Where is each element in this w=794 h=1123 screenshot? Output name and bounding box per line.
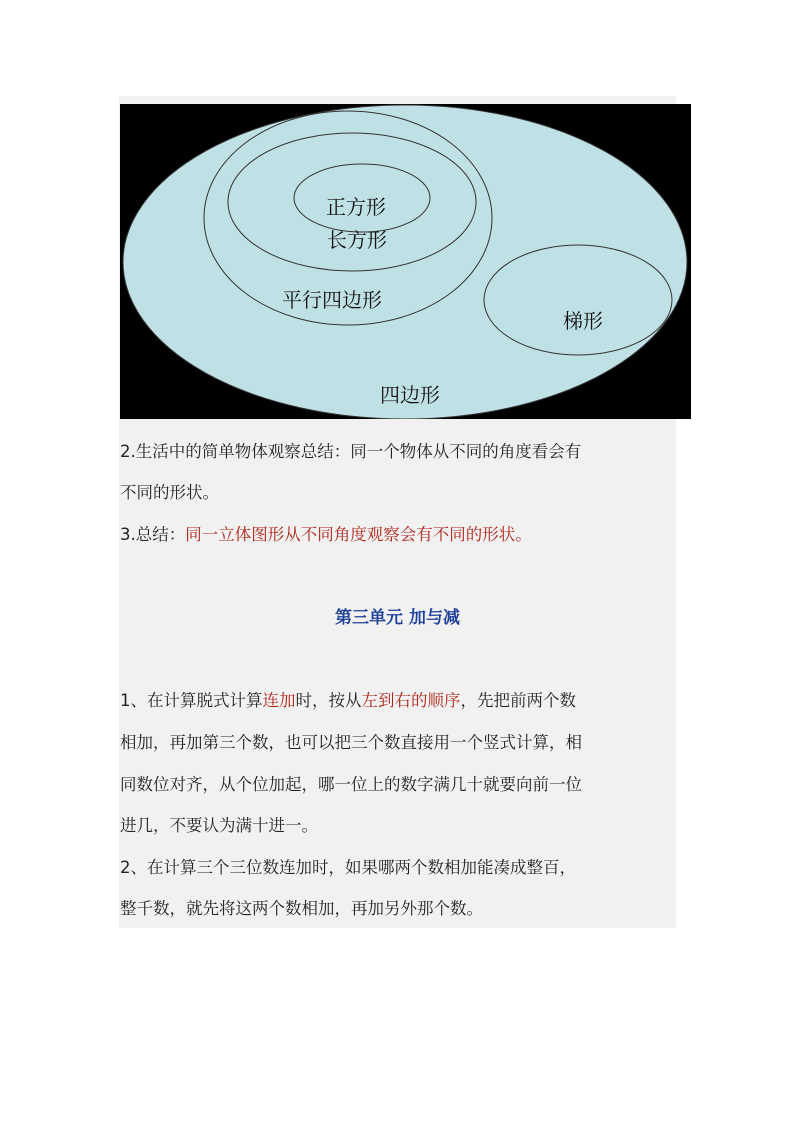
- square-label: 正方形: [326, 195, 386, 219]
- rule-2-line-1: 2、在计算三个三位数连加时，如果哪两个数相加能凑成整百，: [120, 858, 576, 877]
- paragraph-2-line-2: 不同的形状。: [120, 483, 219, 502]
- paragraph-3-prefix: 3.总结：: [120, 525, 186, 544]
- rectangle-label: 长方形: [327, 228, 387, 252]
- rule-1-text-b: 时，按从: [295, 691, 362, 710]
- rule-1-line-4: 进几，不要认为满十进一。: [120, 816, 318, 835]
- quadrilateral-venn-diagram: [120, 104, 691, 419]
- rule-1-line-3: 同数位对齐，从个位加起，哪一位上的数字满几十就要向前一位: [120, 775, 582, 794]
- rule-2-line-2: 整千数，就先将这两个数相加，再加另外那个数。: [120, 899, 483, 918]
- quadrilateral-label: 四边形: [380, 383, 440, 407]
- paragraph-3-highlight: 同一立体图形从不同角度观察会有不同的形状。: [185, 525, 532, 544]
- quadrilateral-ellipse: [123, 105, 687, 419]
- rule-1-line-2: 相加，再加第三个数，也可以把三个数直接用一个竖式计算，相: [120, 733, 582, 752]
- rule-1-highlight-order: 左到右的顺序: [361, 691, 461, 710]
- rule-1-text-a: 1、在计算脱式计算: [120, 691, 263, 710]
- paragraph-3: [120, 523, 680, 547]
- rule-1-line-1: [120, 689, 680, 713]
- parallelogram-label: 平行四边形: [282, 288, 382, 312]
- section-heading: 第三单元 加与减: [335, 608, 460, 628]
- trapezoid-label: 梯形: [563, 309, 603, 333]
- paragraph-2-line-1: 2.生活中的简单物体观察总结：同一个物体从不同的角度看会有: [120, 442, 582, 461]
- rule-1-text-c: ，先把前两个数: [460, 691, 576, 710]
- rule-1-highlight-lianjia: 连加: [262, 691, 296, 710]
